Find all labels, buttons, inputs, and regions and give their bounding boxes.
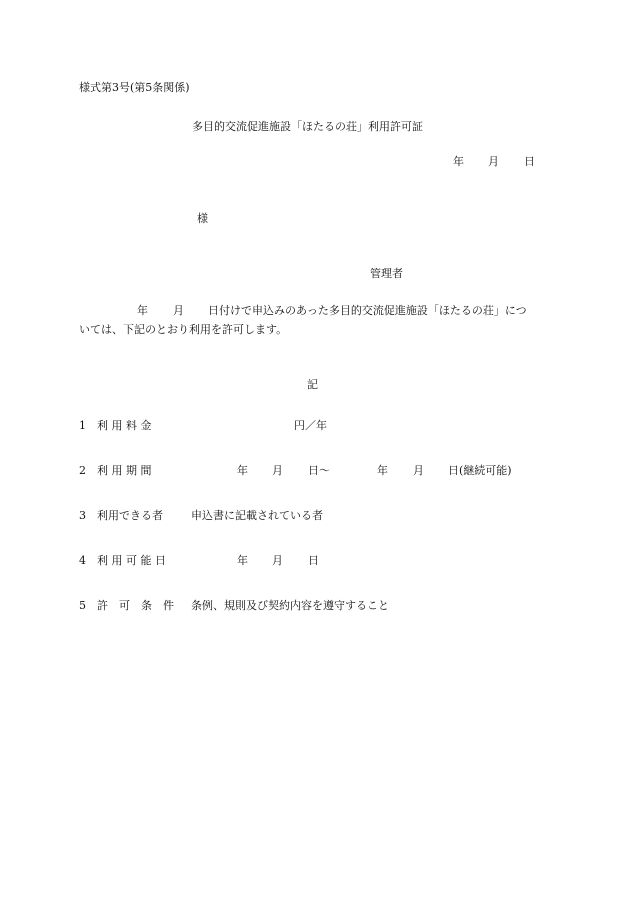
item5-value: 条例、規則及び契約内容を遵守すること: [191, 599, 389, 612]
issuer-label: 管理者: [370, 267, 403, 280]
item3-label: 利用できる者: [97, 509, 163, 522]
item2-month1: 月: [272, 464, 283, 477]
form-number: 様式第3号(第5条関係): [79, 81, 190, 94]
item4-number: 4: [79, 554, 86, 567]
item4-label: 利 用 可 能 日: [97, 554, 166, 567]
item2-number: 2: [79, 464, 86, 477]
item3-value: 申込書に記載されている者: [191, 509, 323, 522]
item3-number: 3: [79, 509, 86, 522]
body-line1: 日付けで申込みのあった多目的交流促進施設「ほたるの荘」につ: [208, 304, 527, 317]
issue-date-month-label: 月: [488, 155, 499, 168]
item5-number: 5: [79, 599, 86, 612]
item1-value: 円／年: [294, 419, 327, 432]
body-line2: いては、下記のとおり利用を許可します。: [79, 323, 288, 336]
item4-month: 月: [272, 554, 283, 567]
item4-day: 日: [308, 554, 319, 567]
item5-label: 許 可 条 件: [97, 599, 174, 612]
body-month-label: 月: [173, 304, 184, 317]
item2-year1: 年: [237, 464, 248, 477]
item4-year: 年: [237, 554, 248, 567]
issue-date-year-label: 年: [453, 155, 464, 168]
ki-heading: 記: [307, 378, 318, 391]
item2-year2: 年: [377, 464, 388, 477]
item2-day1: 日～: [308, 464, 330, 477]
item2-day2: 日(継続可能): [448, 464, 512, 477]
document-title: 多目的交流促進施設「ほたるの荘」利用許可証: [192, 120, 423, 133]
issue-date-day-label: 日: [524, 155, 535, 168]
body-year-label: 年: [137, 304, 148, 317]
item2-label: 利 用 期 間: [97, 464, 152, 477]
item1-label: 利 用 料 金: [97, 419, 152, 432]
item1-number: 1: [79, 419, 86, 432]
item2-month2: 月: [413, 464, 424, 477]
addressee-suffix: 様: [197, 212, 208, 225]
